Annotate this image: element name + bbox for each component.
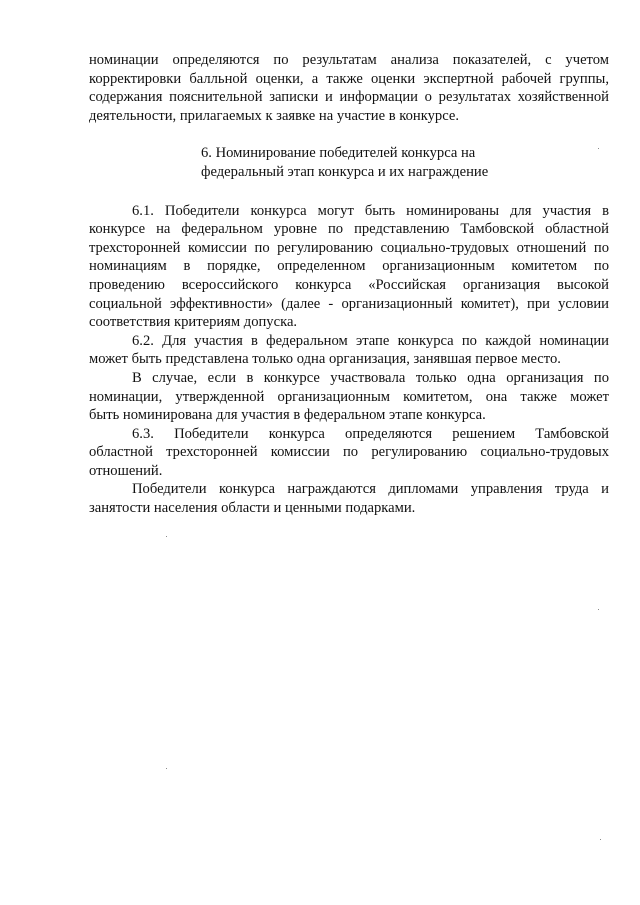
text-line: может быть представлена только одна организация, занявшая первое место. [89,351,561,368]
heading-line: 6. Номинирование победителей конкурса на [201,145,476,162]
paragraph-single-organization [89,369,609,425]
text-line: социальной эффективности» (далее - организационный комитет), при условии [89,295,609,312]
text-line: номинации, утвержденной организационным комитетом, она также может [89,388,609,405]
scan-speck [598,148,599,149]
text-line: содержания пояснительной записки и информации о результатах хозяйственной [89,89,609,106]
paragraph-6-3 [89,425,609,481]
text-line: трехсторонней комиссии по регулированию социально-трудовых отношений по [89,239,609,256]
text-line: областной трехсторонней комиссии по регулированию социально-трудовых [89,444,609,461]
paragraph-awards [89,480,609,517]
text-line: конкурсе на федеральном уровне по представлению Тамбовской областной [89,221,609,238]
scan-speck [598,609,599,610]
document-text [89,51,609,518]
scan-speck [166,768,167,769]
text-line: быть номинирована для участия в федеральном этапе конкурса. [89,407,486,424]
text-line: В случае, если в конкурсе участвовала только одна организация по [132,369,609,386]
text-line: 6.1. Победители конкурса могут быть номинированы для участия в [132,202,609,219]
scan-speck [166,536,167,537]
scan-speck [600,839,601,840]
text-line: 6.3. Победители конкурса определяются решением Тамбовской [132,425,609,442]
section-heading [89,144,609,181]
text-line: корректировки балльной оценки, а также оценки экспертной рабочей группы, [89,70,609,87]
text-line: номинации определяются по результатам анализа показателей, с учетом [89,52,609,68]
paragraph-6-1 [89,202,609,332]
text-line: отношений. [89,462,163,479]
text-line: Победители конкурса награждаются дипломами управления труда и [132,481,609,498]
text-line: соответствия критериям допуска. [89,314,298,331]
heading-line: федеральный этап конкурса и их награждение [201,163,489,180]
text-line: проведению всероссийского конкурса «Российская организация высокой [89,276,609,293]
text-line: номинациям в порядке, определенном организационным комитетом по [89,258,609,275]
text-line: деятельности, прилагаемых к заявке на участие в конкурсе. [89,107,459,124]
text-line: 6.2. Для участия в федеральном этапе конкурса по каждой номинации [132,332,609,349]
text-line: занятости населения области и ценными подарками. [89,500,416,517]
intro-paragraph [89,51,609,125]
paragraph-6-2 [89,332,609,369]
